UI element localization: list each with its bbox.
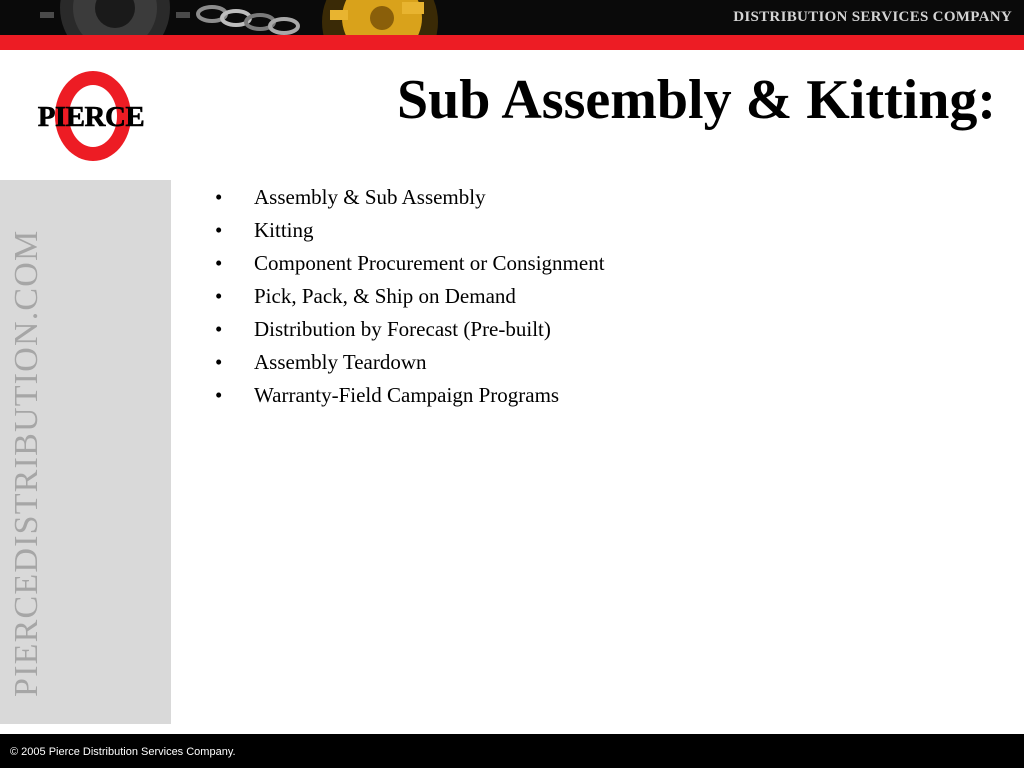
list-item bbox=[213, 283, 653, 310]
pierce-logo-icon bbox=[10, 66, 172, 166]
list-item bbox=[213, 250, 653, 277]
bullet-text: Warranty-Field Campaign Programs bbox=[254, 383, 560, 407]
list-item bbox=[213, 184, 653, 211]
top-banner bbox=[0, 0, 1024, 35]
list-item bbox=[213, 349, 653, 376]
bullet-dot: • bbox=[215, 383, 223, 407]
bullet-text: Kitting bbox=[254, 218, 314, 242]
svg-text:PIERCE: PIERCE bbox=[37, 101, 145, 133]
company-tagline: DISTRIBUTION SERVICES COMPANY bbox=[733, 9, 1012, 25]
bullet-text: Assembly & Sub Assembly bbox=[254, 185, 486, 209]
bullet-dot: • bbox=[215, 251, 223, 275]
bullet-dot: • bbox=[215, 350, 223, 374]
sidebar-website: PIERCEDISTRIBUTION.COM bbox=[8, 229, 45, 697]
slide-title: Sub Assembly & Kitting: bbox=[397, 69, 996, 131]
sidebar-panel bbox=[0, 180, 171, 724]
footer-bar bbox=[0, 734, 1024, 768]
pierce-logo bbox=[10, 66, 172, 166]
list-item bbox=[213, 217, 653, 244]
bullet-text: Assembly Teardown bbox=[254, 350, 427, 374]
bullet-text: Component Procurement or Consignment bbox=[254, 251, 605, 275]
gold-gear-icon bbox=[322, 0, 438, 35]
list-item bbox=[213, 316, 653, 343]
bullet-dot: • bbox=[215, 317, 223, 341]
bullet-dot: • bbox=[215, 284, 223, 308]
bullet-text: Pick, Pack, & Ship on Demand bbox=[254, 284, 516, 308]
bullet-dot: • bbox=[215, 185, 223, 209]
red-accent-bar bbox=[0, 35, 1024, 50]
list-item bbox=[213, 382, 653, 409]
gears-chain-banner-art bbox=[0, 0, 460, 35]
bullet-text: Distribution by Forecast (Pre-built) bbox=[254, 317, 551, 341]
copyright-text: © 2005 Pierce Distribution Services Company. bbox=[10, 746, 236, 758]
bullet-list bbox=[213, 184, 653, 415]
bullet-dot: • bbox=[215, 218, 223, 242]
